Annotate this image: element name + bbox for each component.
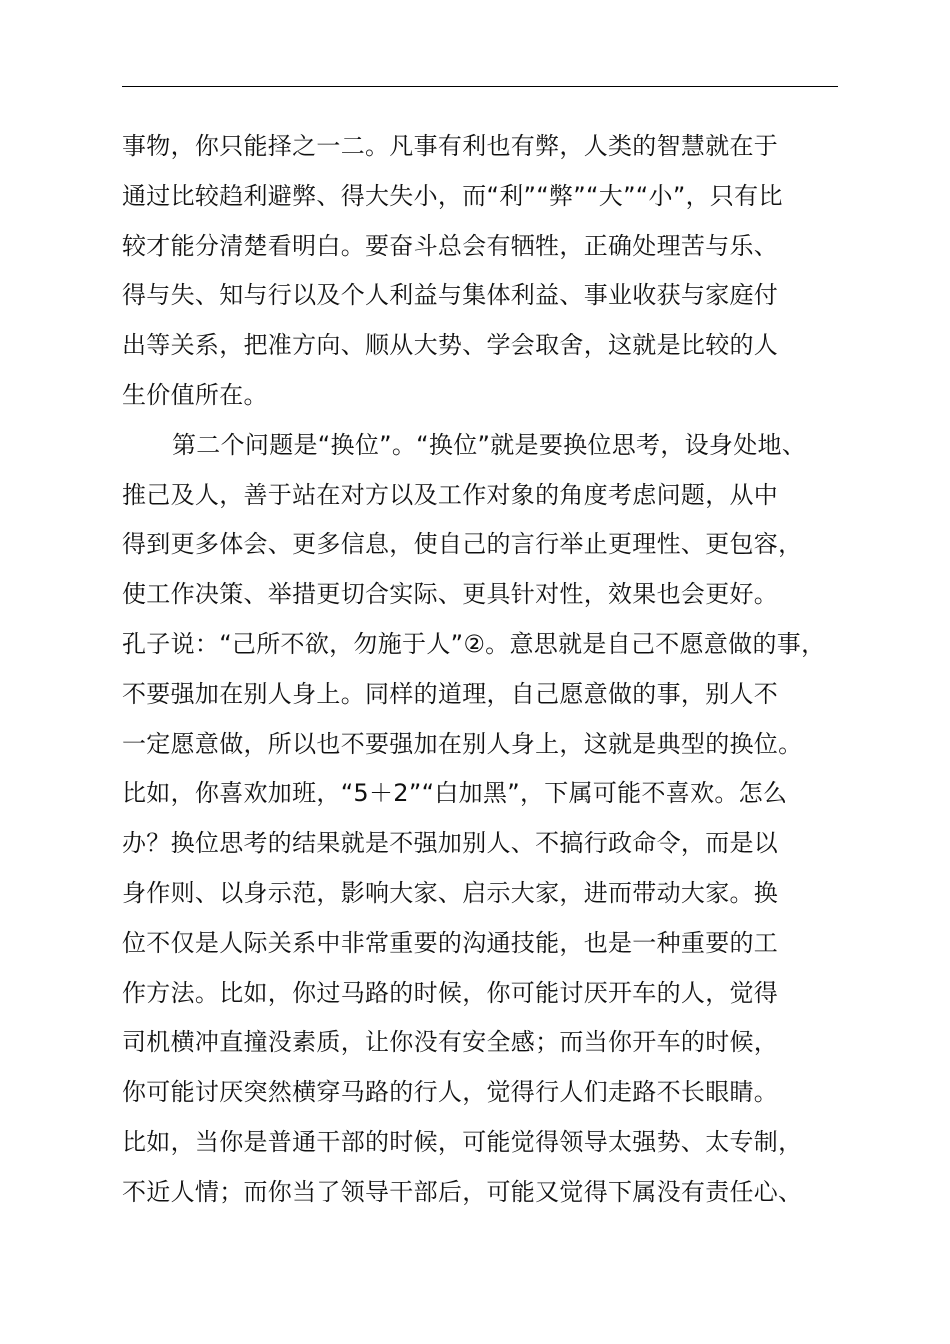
text-line: 身作则、以身示范，影响大家、启示大家，进而带动大家。换 <box>122 878 779 907</box>
text-line: 不要强加在别人身上。同样的道理，自己愿意做的事，别人不 <box>122 679 779 708</box>
text-line: 生价值所在。 <box>122 380 268 409</box>
text-line: 得到更多体会、更多信息，使自己的言行举止更理性、更包容， <box>122 530 803 559</box>
text-line: 一定愿意做，所以也不要强加在别人身上，这就是典型的换位。 <box>122 729 803 758</box>
text-line: 比如，你喜欢加班，“5＋2”“白加黑”，下属可能不喜欢。怎么 <box>122 779 788 808</box>
text-line: 通过比较趋利避弊、得大失小，而“利”“弊”“大”“小”，只有比 <box>122 181 783 210</box>
text-line: 办？换位思考的结果就是不强加别人、不搞行政命令，而是以 <box>122 829 779 858</box>
text-line: 得与失、知与行以及个人利益与集体利益、事业收获与家庭付 <box>122 281 779 310</box>
text-line: 作方法。比如，你过马路的时候，你可能讨厌开车的人，觉得 <box>122 978 779 1007</box>
text-line: 出等关系，把准方向、顺从大势、学会取舍，这就是比较的人 <box>122 331 779 360</box>
text-line: 孔子说：“己所不欲，勿施于人”②。意思就是自己不愿意做的事， <box>122 629 826 658</box>
text-line: 较才能分清楚看明白。要奋斗总会有牺牲，正确处理苦与乐、 <box>122 231 779 260</box>
text-line: 推己及人，善于站在对方以及工作对象的角度考虑问题，从中 <box>122 480 779 509</box>
text-line: 司机横冲直撞没素质，让你没有安全感；而当你开车的时候， <box>122 1028 779 1057</box>
document-body <box>122 122 862 1218</box>
text-line: 事物，你只能择之一二。凡事有利也有弊，人类的智慧就在于 <box>122 132 779 160</box>
text-line: 不近人情；而你当了领导干部后，可能又觉得下属没有责任心、 <box>122 1177 803 1206</box>
text-line: 比如，当你是普通干部的时候，可能觉得领导太强势、太专制， <box>122 1127 803 1156</box>
text-line: 使工作决策、举措更切合实际、更具针对性，效果也会更好。 <box>122 580 779 609</box>
paragraph-start-line: 第二个问题是“换位”。“换位”就是要换位思考，设身处地、 <box>172 430 807 459</box>
text-line: 你可能讨厌突然横穿马路的行人，觉得行人们走路不长眼睛。 <box>122 1078 779 1107</box>
text-line: 位不仅是人际关系中非常重要的沟通技能，也是一种重要的工 <box>122 928 779 957</box>
header-rule <box>122 86 838 87</box>
